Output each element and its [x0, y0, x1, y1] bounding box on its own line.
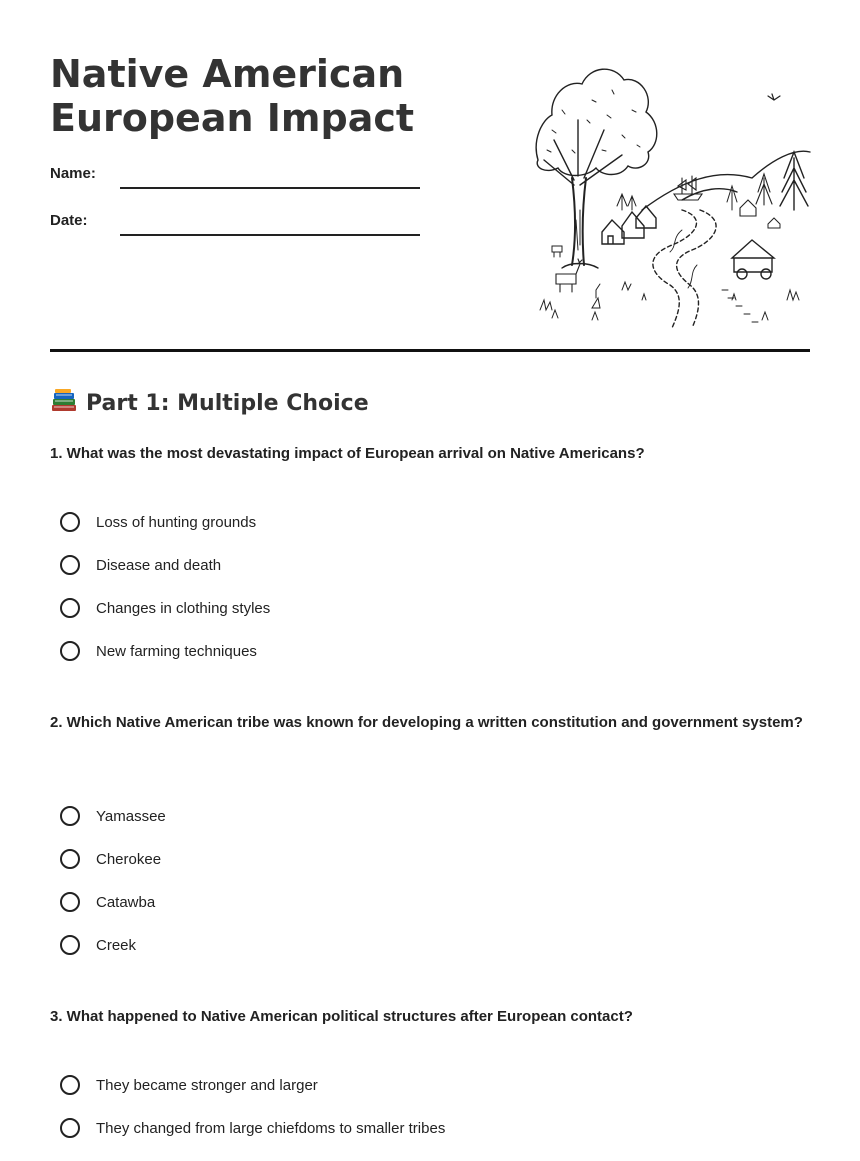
books-icon: [50, 388, 78, 414]
radio-button[interactable]: [60, 849, 80, 869]
date-label: Date:: [50, 212, 88, 229]
date-line[interactable]: [120, 234, 420, 236]
q3-option-a[interactable]: [60, 1072, 318, 1098]
radio-button[interactable]: [60, 935, 80, 955]
option-label: Cherokee: [96, 850, 162, 868]
q1-option-b[interactable]: [60, 552, 221, 578]
q2-option-a[interactable]: [60, 803, 166, 829]
radio-button[interactable]: [60, 555, 80, 575]
option-label: Disease and death: [96, 556, 222, 574]
radio-button[interactable]: [60, 512, 80, 532]
option-label: Yamassee: [96, 807, 166, 825]
q1-option-d[interactable]: [60, 638, 257, 664]
option-label: They became stronger and larger: [96, 1076, 318, 1094]
name-line[interactable]: [120, 187, 420, 189]
landscape-illustration: [532, 60, 812, 332]
q3-option-b[interactable]: [60, 1115, 445, 1141]
option-label: Catawba: [96, 893, 156, 911]
title-line-2: European Impact: [50, 96, 415, 140]
option-label: Changes in clothing styles: [96, 599, 271, 617]
section-title: [50, 388, 369, 416]
radio-button[interactable]: [60, 598, 80, 618]
section-title-text: Part 1: Multiple Choice: [86, 391, 369, 416]
q2-option-b[interactable]: [60, 846, 161, 872]
header-divider: [50, 349, 810, 352]
question-3: 3. What happened to Native American political structures after European contact?: [50, 1008, 633, 1025]
title-line-1: Native American: [50, 52, 405, 96]
q2-option-d[interactable]: [60, 932, 136, 958]
radio-button[interactable]: [60, 892, 80, 912]
q2-option-c[interactable]: [60, 889, 155, 915]
name-label: Name:: [50, 165, 96, 182]
question-2: 2. Which Native American tribe was known for developing a written constitution and government system?: [50, 714, 803, 731]
option-label: They changed from large chiefdoms to smaller tribes: [96, 1119, 446, 1137]
option-label: Loss of hunting grounds: [96, 513, 257, 531]
q1-option-c[interactable]: [60, 595, 270, 621]
radio-button[interactable]: [60, 641, 80, 661]
radio-button[interactable]: [60, 1118, 80, 1138]
worksheet-title: [50, 52, 414, 140]
radio-button[interactable]: [60, 1075, 80, 1095]
option-label: New farming techniques: [96, 642, 257, 660]
option-label: Creek: [96, 936, 137, 954]
q1-option-a[interactable]: [60, 509, 256, 535]
radio-button[interactable]: [60, 806, 80, 826]
question-1: 1. What was the most devastating impact of European arrival on Native Americans?: [50, 445, 645, 462]
